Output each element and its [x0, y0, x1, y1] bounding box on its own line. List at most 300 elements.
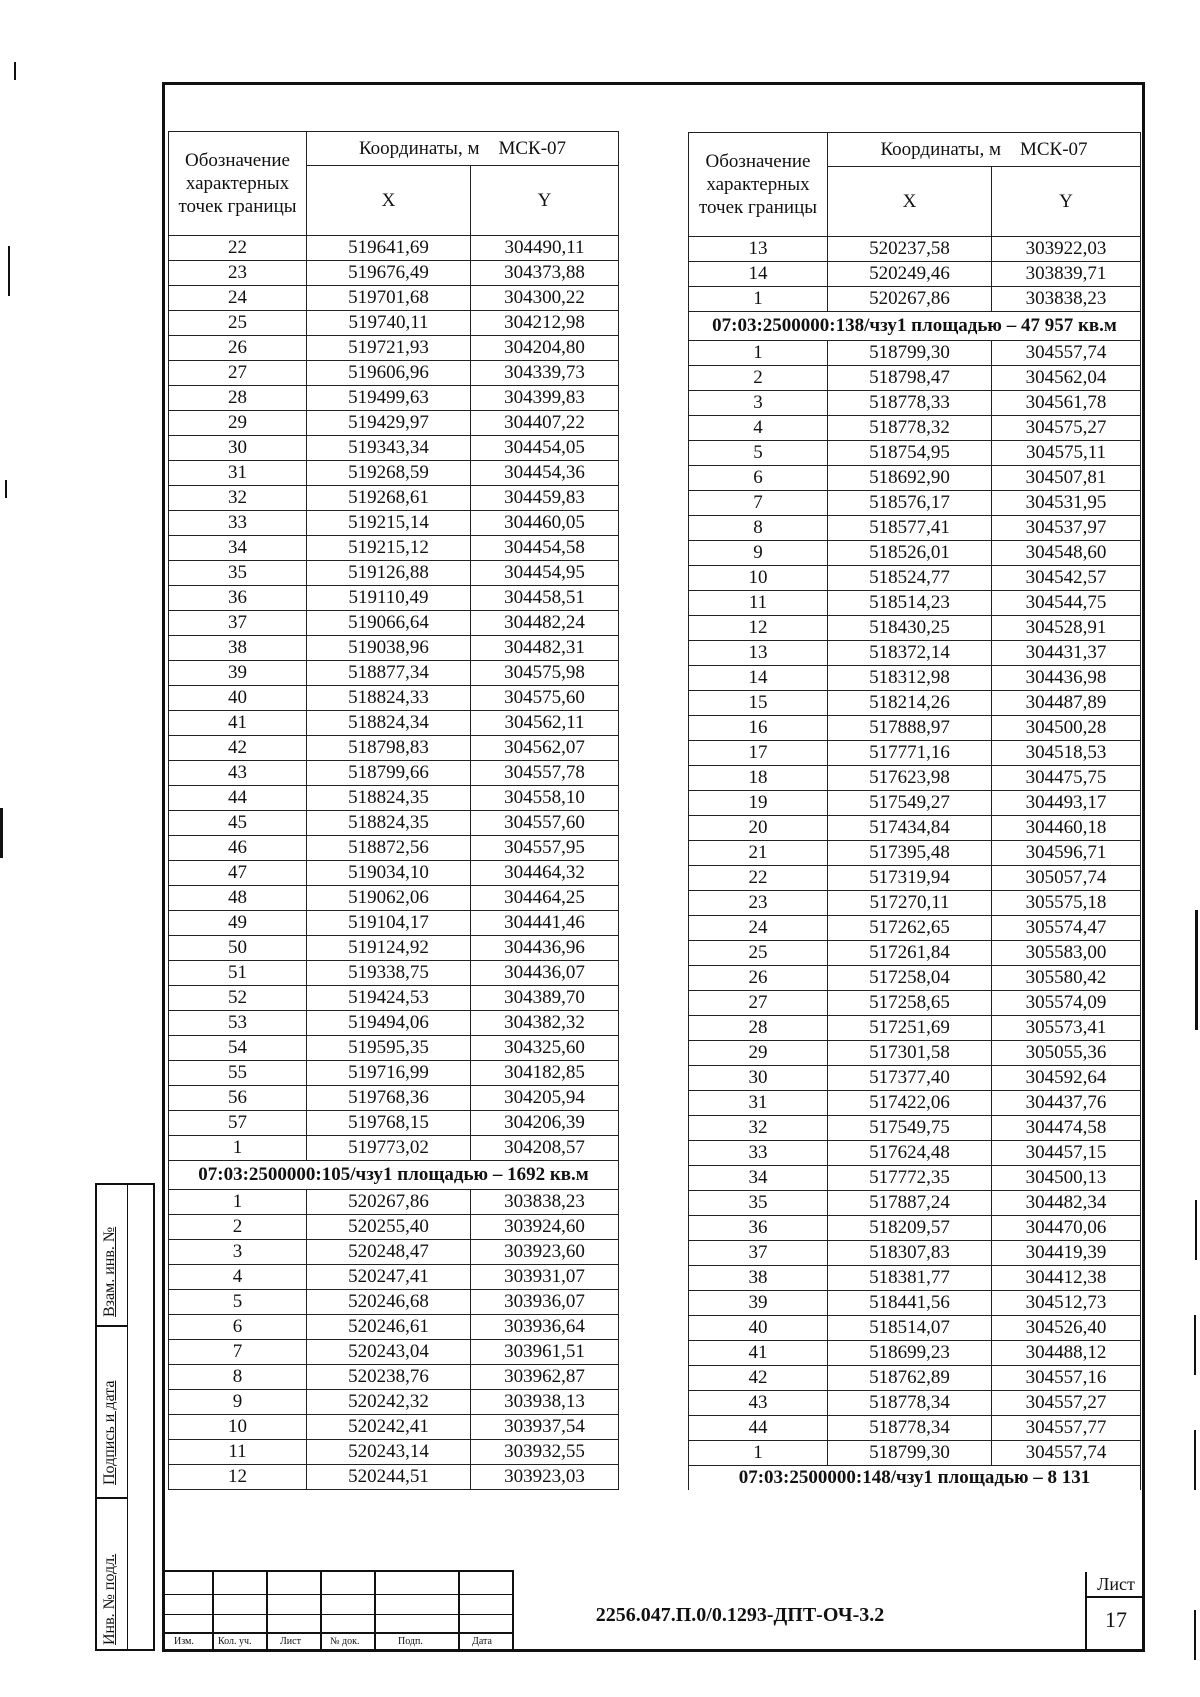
y-cell: 304558,10 — [471, 786, 619, 811]
point-id-cell: 10 — [169, 1415, 307, 1440]
header-point-name: Обозначение характерных точек границы — [689, 133, 828, 237]
x-cell: 518514,07 — [828, 1316, 992, 1341]
header-y: Y — [471, 166, 619, 236]
point-id-cell: 36 — [169, 586, 307, 611]
y-cell: 303838,23 — [471, 1190, 619, 1215]
table-row — [689, 391, 1141, 416]
table-row — [689, 591, 1141, 616]
table-row — [169, 286, 619, 311]
point-id-cell: 29 — [689, 1041, 828, 1066]
table-row — [169, 1365, 619, 1390]
point-id-cell: 9 — [689, 541, 828, 566]
point-id-cell: 3 — [169, 1240, 307, 1265]
x-cell: 517251,69 — [828, 1016, 992, 1041]
x-cell: 519124,92 — [307, 936, 471, 961]
x-cell: 518524,77 — [828, 566, 992, 591]
y-cell: 304518,53 — [992, 741, 1141, 766]
x-cell: 518381,77 — [828, 1266, 992, 1291]
point-id-cell: 55 — [169, 1061, 307, 1086]
point-id-cell: 45 — [169, 811, 307, 836]
point-id-cell: 29 — [169, 411, 307, 436]
point-id-cell: 23 — [169, 261, 307, 286]
y-cell: 304389,70 — [471, 986, 619, 1011]
sheet-label: Лист — [1087, 1572, 1145, 1598]
table-row — [169, 1340, 619, 1365]
header-coords-label: Координаты, м — [880, 138, 1001, 160]
table-row — [169, 986, 619, 1011]
stamp-label-kol: Кол. уч. — [218, 1636, 252, 1647]
point-id-cell: 19 — [689, 791, 828, 816]
y-cell: 304454,95 — [471, 561, 619, 586]
x-cell: 518577,41 — [828, 516, 992, 541]
x-cell: 519338,75 — [307, 961, 471, 986]
table-row — [169, 861, 619, 886]
table-row — [689, 766, 1141, 791]
table-row — [169, 936, 619, 961]
point-id-cell: 26 — [169, 336, 307, 361]
x-cell: 518514,23 — [828, 591, 992, 616]
x-cell: 520238,76 — [307, 1365, 471, 1390]
y-cell: 304339,73 — [471, 361, 619, 386]
y-cell: 304459,83 — [471, 486, 619, 511]
point-id-cell: 40 — [689, 1316, 828, 1341]
y-cell: 304526,40 — [992, 1316, 1141, 1341]
point-id-cell: 31 — [689, 1091, 828, 1116]
table-row — [169, 461, 619, 486]
x-cell: 518214,26 — [828, 691, 992, 716]
table-row — [689, 891, 1141, 916]
table-row — [689, 1041, 1141, 1066]
stamp-label-doc: № док. — [330, 1636, 360, 1647]
x-cell: 517377,40 — [828, 1066, 992, 1091]
point-id-cell: 37 — [169, 611, 307, 636]
y-cell: 304325,60 — [471, 1036, 619, 1061]
point-id-cell: 52 — [169, 986, 307, 1011]
x-cell: 518307,83 — [828, 1241, 992, 1266]
x-cell: 518576,17 — [828, 491, 992, 516]
table-row — [689, 1241, 1141, 1266]
side-inventory-block — [95, 1183, 155, 1651]
table-row — [689, 466, 1141, 491]
x-cell: 518526,01 — [828, 541, 992, 566]
x-cell: 520243,04 — [307, 1340, 471, 1365]
x-cell: 519038,96 — [307, 636, 471, 661]
point-id-cell: 39 — [689, 1291, 828, 1316]
table-row — [169, 1240, 619, 1265]
y-cell: 304412,38 — [992, 1266, 1141, 1291]
x-cell: 518778,33 — [828, 391, 992, 416]
point-id-cell: 2 — [689, 366, 828, 391]
table-row — [689, 1141, 1141, 1166]
x-cell: 518778,32 — [828, 416, 992, 441]
point-id-cell: 9 — [169, 1390, 307, 1415]
y-cell: 304475,75 — [992, 766, 1141, 791]
table-row — [689, 1416, 1141, 1441]
y-cell: 304205,94 — [471, 1086, 619, 1111]
x-cell: 518778,34 — [828, 1416, 992, 1441]
x-cell: 519499,63 — [307, 386, 471, 411]
point-id-cell: 43 — [169, 761, 307, 786]
table-row — [169, 311, 619, 336]
y-cell: 304204,80 — [471, 336, 619, 361]
y-cell: 304482,34 — [992, 1191, 1141, 1216]
table-row — [169, 486, 619, 511]
x-cell: 517623,98 — [828, 766, 992, 791]
x-cell: 519066,64 — [307, 611, 471, 636]
x-cell: 517422,06 — [828, 1091, 992, 1116]
point-id-cell: 47 — [169, 861, 307, 886]
point-id-cell: 28 — [169, 386, 307, 411]
point-id-cell: 32 — [169, 486, 307, 511]
table-row — [169, 1265, 619, 1290]
point-id-cell: 12 — [169, 1465, 307, 1490]
y-cell: 304562,07 — [471, 736, 619, 761]
scan-mark — [1195, 1200, 1197, 1260]
table-row — [169, 786, 619, 811]
y-cell: 304557,74 — [992, 341, 1141, 366]
stamp-line — [212, 1572, 214, 1652]
point-id-cell: 1 — [689, 287, 828, 312]
header-x: X — [828, 167, 992, 237]
x-cell: 517772,35 — [828, 1166, 992, 1191]
stamp-line — [162, 1632, 512, 1634]
y-cell: 304212,98 — [471, 311, 619, 336]
x-cell: 519701,68 — [307, 286, 471, 311]
table-row — [169, 1415, 619, 1440]
x-cell: 517258,04 — [828, 966, 992, 991]
y-cell: 304557,77 — [992, 1416, 1141, 1441]
table-row — [689, 516, 1141, 541]
stamp-grid — [162, 1570, 514, 1652]
x-cell: 517888,97 — [828, 716, 992, 741]
x-cell: 518754,95 — [828, 441, 992, 466]
point-id-cell: 35 — [689, 1191, 828, 1216]
table-row — [689, 916, 1141, 941]
point-id-cell: 15 — [689, 691, 828, 716]
point-id-cell: 39 — [169, 661, 307, 686]
table-row — [169, 561, 619, 586]
stamp-line — [162, 1594, 512, 1595]
x-cell: 518762,89 — [828, 1366, 992, 1391]
table-row — [169, 1465, 619, 1490]
y-cell: 303932,55 — [471, 1440, 619, 1465]
x-cell: 519641,69 — [307, 236, 471, 261]
y-cell: 304454,58 — [471, 536, 619, 561]
point-id-cell: 32 — [689, 1116, 828, 1141]
table-row — [689, 1291, 1141, 1316]
point-id-cell: 1 — [169, 1190, 307, 1215]
point-id-cell: 48 — [169, 886, 307, 911]
table-row — [169, 736, 619, 761]
y-cell: 305574,09 — [992, 991, 1141, 1016]
table-row — [689, 941, 1141, 966]
y-cell: 304300,22 — [471, 286, 619, 311]
x-cell: 519104,17 — [307, 911, 471, 936]
x-cell: 518824,33 — [307, 686, 471, 711]
table-row — [169, 836, 619, 861]
table-row — [169, 1315, 619, 1340]
point-id-cell: 17 — [689, 741, 828, 766]
point-id-cell: 38 — [689, 1266, 828, 1291]
table-row — [169, 411, 619, 436]
table-row — [689, 1266, 1141, 1291]
table-row — [689, 566, 1141, 591]
point-id-cell: 33 — [169, 511, 307, 536]
x-cell: 518312,98 — [828, 666, 992, 691]
point-id-cell: 22 — [689, 866, 828, 891]
x-cell: 517549,75 — [828, 1116, 992, 1141]
point-id-cell: 35 — [169, 561, 307, 586]
header-x: X — [307, 166, 471, 236]
table-row — [169, 536, 619, 561]
stamp-label-data: Дата — [472, 1636, 492, 1647]
point-id-cell: 18 — [689, 766, 828, 791]
table-row — [169, 761, 619, 786]
y-cell: 304464,32 — [471, 861, 619, 886]
x-cell: 520242,32 — [307, 1390, 471, 1415]
stamp-line — [320, 1572, 322, 1652]
y-cell: 304490,11 — [471, 236, 619, 261]
y-cell: 304454,05 — [471, 436, 619, 461]
x-cell: 519268,59 — [307, 461, 471, 486]
y-cell: 303962,87 — [471, 1365, 619, 1390]
x-cell: 518430,25 — [828, 616, 992, 641]
point-id-cell: 31 — [169, 461, 307, 486]
y-cell: 305573,41 — [992, 1016, 1141, 1041]
header-system-label: МСК-07 — [498, 137, 567, 159]
y-cell: 304441,46 — [471, 911, 619, 936]
table-row — [169, 711, 619, 736]
x-cell: 517319,94 — [828, 866, 992, 891]
table-row — [689, 991, 1141, 1016]
table-row — [689, 716, 1141, 741]
point-id-cell: 25 — [169, 311, 307, 336]
y-cell: 304575,98 — [471, 661, 619, 686]
point-id-cell: 26 — [689, 966, 828, 991]
header-y: Y — [992, 167, 1141, 237]
y-cell: 303961,51 — [471, 1340, 619, 1365]
point-id-cell: 1 — [169, 1136, 307, 1161]
document-code: 2256.047.П.0/0.1293-ДПТ-ОЧ-3.2 — [595, 1604, 885, 1626]
table-row — [689, 416, 1141, 441]
table-row — [689, 741, 1141, 766]
x-cell: 520248,47 — [307, 1240, 471, 1265]
x-cell: 519721,93 — [307, 336, 471, 361]
x-cell: 519424,53 — [307, 986, 471, 1011]
table-row — [169, 611, 619, 636]
x-cell: 517301,58 — [828, 1041, 992, 1066]
x-cell: 518699,23 — [828, 1341, 992, 1366]
x-cell: 517395,48 — [828, 841, 992, 866]
point-id-cell: 53 — [169, 1011, 307, 1036]
table-row — [169, 336, 619, 361]
x-cell: 520255,40 — [307, 1215, 471, 1240]
x-cell: 519768,36 — [307, 1086, 471, 1111]
x-cell: 520246,61 — [307, 1315, 471, 1340]
y-cell: 303937,54 — [471, 1415, 619, 1440]
x-cell: 518824,34 — [307, 711, 471, 736]
x-cell: 518372,14 — [828, 641, 992, 666]
x-cell: 520267,86 — [307, 1190, 471, 1215]
point-id-cell: 10 — [689, 566, 828, 591]
x-cell: 518209,57 — [828, 1216, 992, 1241]
table-row — [169, 361, 619, 386]
x-cell: 517887,24 — [828, 1191, 992, 1216]
table-row — [689, 491, 1141, 516]
point-id-cell: 41 — [689, 1341, 828, 1366]
table-row — [689, 1341, 1141, 1366]
point-id-cell: 24 — [169, 286, 307, 311]
sheet-number: 17 — [1105, 1607, 1127, 1632]
table-row — [689, 237, 1141, 262]
table-row — [689, 1116, 1141, 1141]
point-id-cell: 54 — [169, 1036, 307, 1061]
table-row — [689, 866, 1141, 891]
table-row — [169, 886, 619, 911]
point-id-cell: 23 — [689, 891, 828, 916]
table-row — [689, 1391, 1141, 1416]
x-cell: 519110,49 — [307, 586, 471, 611]
table-row — [169, 811, 619, 836]
table-row — [689, 666, 1141, 691]
table-row — [689, 262, 1141, 287]
scan-mark — [1195, 910, 1198, 1030]
table-row — [169, 1390, 619, 1415]
y-cell: 304531,95 — [992, 491, 1141, 516]
x-cell: 519126,88 — [307, 561, 471, 586]
y-cell: 304436,96 — [471, 936, 619, 961]
x-cell: 518692,90 — [828, 466, 992, 491]
y-cell: 304206,39 — [471, 1111, 619, 1136]
y-cell: 304575,11 — [992, 441, 1141, 466]
point-id-cell: 8 — [689, 516, 828, 541]
point-id-cell: 4 — [689, 416, 828, 441]
table-row — [689, 1166, 1141, 1191]
x-cell: 519595,35 — [307, 1036, 471, 1061]
coordinates-table-right — [688, 132, 1141, 1490]
y-cell: 303924,60 — [471, 1215, 619, 1240]
x-cell: 517261,84 — [828, 941, 992, 966]
table-row — [689, 616, 1141, 641]
y-cell: 303938,13 — [471, 1390, 619, 1415]
y-cell: 303936,07 — [471, 1290, 619, 1315]
table-row — [169, 661, 619, 686]
y-cell: 304537,97 — [992, 516, 1141, 541]
table-row — [689, 1066, 1141, 1091]
x-cell: 517258,65 — [828, 991, 992, 1016]
x-cell: 518778,34 — [828, 1391, 992, 1416]
point-id-cell: 1 — [689, 341, 828, 366]
y-cell: 304458,51 — [471, 586, 619, 611]
point-id-cell: 11 — [689, 591, 828, 616]
table-row — [169, 636, 619, 661]
header-system-label: МСК-07 — [1019, 138, 1088, 160]
x-cell: 519429,97 — [307, 411, 471, 436]
table-row — [689, 841, 1141, 866]
x-cell: 518824,35 — [307, 811, 471, 836]
table-row — [689, 441, 1141, 466]
table-row — [689, 1216, 1141, 1241]
point-id-cell: 28 — [689, 1016, 828, 1041]
point-id-cell: 30 — [169, 436, 307, 461]
x-cell: 518877,34 — [307, 661, 471, 686]
y-cell: 304562,04 — [992, 366, 1141, 391]
table-row — [689, 366, 1141, 391]
y-cell: 304208,57 — [471, 1136, 619, 1161]
point-id-cell: 36 — [689, 1216, 828, 1241]
y-cell: 304407,22 — [471, 411, 619, 436]
y-cell: 304460,05 — [471, 511, 619, 536]
table-row — [169, 1136, 619, 1161]
section-title: 07:03:2500000:148/чзу1 площадью – 8 131 — [689, 1466, 1141, 1491]
scan-mark — [1194, 1610, 1196, 1660]
point-id-cell: 4 — [169, 1265, 307, 1290]
scan-mark — [8, 246, 10, 296]
point-id-cell: 38 — [169, 636, 307, 661]
y-cell: 304419,39 — [992, 1241, 1141, 1266]
stamp-label-list: Лист — [280, 1636, 301, 1647]
y-cell: 304544,75 — [992, 591, 1141, 616]
y-cell: 304436,07 — [471, 961, 619, 986]
y-cell: 304596,71 — [992, 841, 1141, 866]
x-cell: 517549,27 — [828, 791, 992, 816]
y-cell: 304528,91 — [992, 616, 1141, 641]
point-id-cell: 6 — [689, 466, 828, 491]
y-cell: 304512,73 — [992, 1291, 1141, 1316]
y-cell: 304493,17 — [992, 791, 1141, 816]
x-cell: 519215,14 — [307, 511, 471, 536]
stamp-line — [162, 1614, 512, 1615]
stamp-line — [374, 1572, 376, 1652]
x-cell: 519268,61 — [307, 486, 471, 511]
y-cell: 304482,31 — [471, 636, 619, 661]
point-id-cell: 42 — [169, 736, 307, 761]
stamp-label-izm: Изм. — [174, 1636, 194, 1647]
table-row — [689, 1366, 1141, 1391]
y-cell: 304592,64 — [992, 1066, 1141, 1091]
y-cell: 303923,60 — [471, 1240, 619, 1265]
point-id-cell: 41 — [169, 711, 307, 736]
x-cell: 520237,58 — [828, 237, 992, 262]
point-id-cell: 49 — [169, 911, 307, 936]
y-cell: 304454,36 — [471, 461, 619, 486]
y-cell: 304575,60 — [471, 686, 619, 711]
point-id-cell: 13 — [689, 641, 828, 666]
x-cell: 519768,15 — [307, 1111, 471, 1136]
y-cell: 304437,76 — [992, 1091, 1141, 1116]
table-row — [169, 1440, 619, 1465]
y-cell: 304431,37 — [992, 641, 1141, 666]
point-id-cell: 14 — [689, 666, 828, 691]
section-title: 07:03:2500000:105/чзу1 площадью – 1692 кв.м — [169, 1161, 619, 1190]
x-cell: 520247,41 — [307, 1265, 471, 1290]
scan-mark — [5, 480, 7, 498]
y-cell: 304457,15 — [992, 1141, 1141, 1166]
table-row — [169, 1190, 619, 1215]
stamp-label-podp: Подп. — [398, 1636, 423, 1647]
x-cell: 520267,86 — [828, 287, 992, 312]
point-id-cell: 42 — [689, 1366, 828, 1391]
table-row — [169, 1036, 619, 1061]
point-id-cell: 1 — [689, 1441, 828, 1466]
point-id-cell: 16 — [689, 716, 828, 741]
y-cell: 304464,25 — [471, 886, 619, 911]
table-row — [169, 686, 619, 711]
point-id-cell: 33 — [689, 1141, 828, 1166]
side-label-inv: Инв. № подл. — [101, 1553, 118, 1645]
y-cell: 304182,85 — [471, 1061, 619, 1086]
x-cell: 519343,34 — [307, 436, 471, 461]
